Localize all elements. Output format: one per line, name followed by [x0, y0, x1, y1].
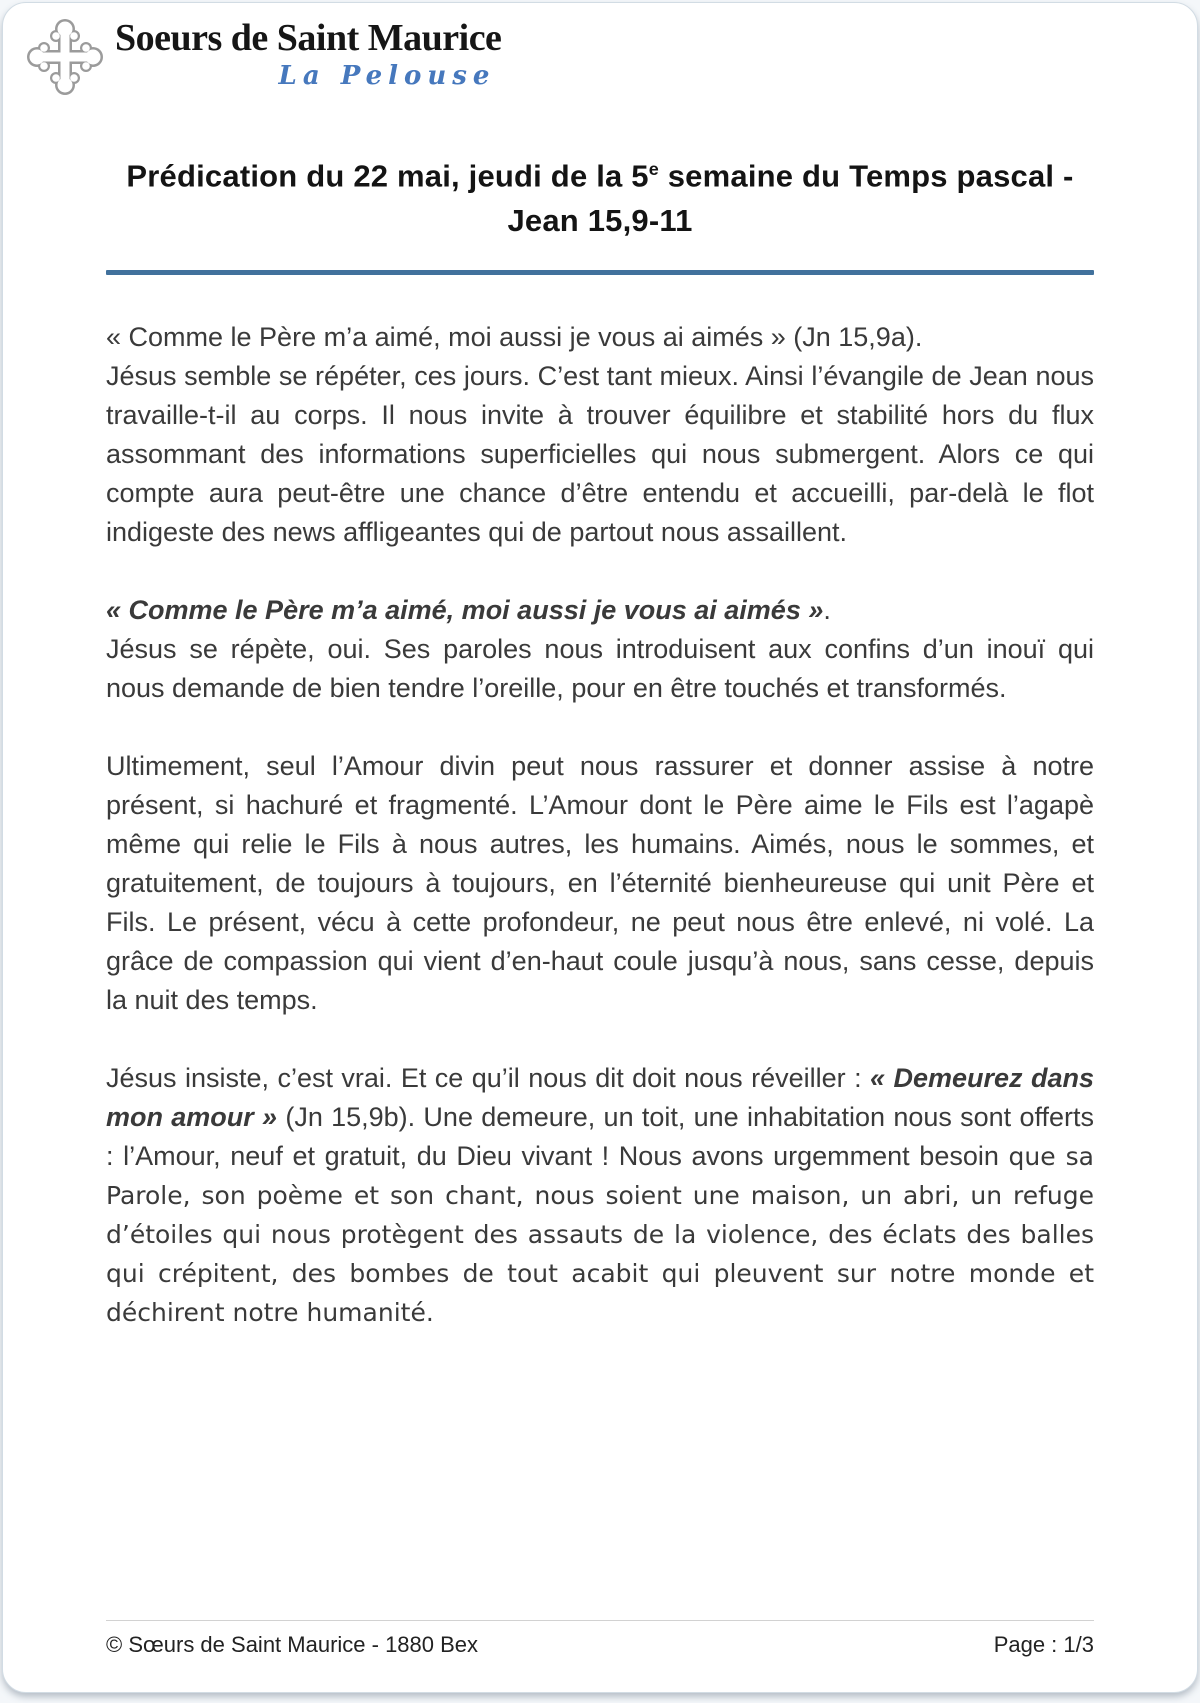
- paragraph-3: [106, 747, 1094, 1020]
- page-footer: [106, 1620, 1094, 1658]
- site-name: La Pelouse: [278, 61, 496, 91]
- document-body: [106, 318, 1094, 1332]
- emphasized-passage: que sa Parole, son poème et son chant, nous soient une maison, un abri, un refuge d’étoiles qui nous protègent des assauts de la violence, des éclats des balles qui crépitent, des bombes de tout acabit qui pleuvent sur notre monde et déchirent notre humanité.: [106, 1142, 1094, 1328]
- paragraph-4-continuation: (Jn 15,9b). Une demeure, un toit, une inhabitation nous sont offerts : l’Amour, neuf et gratuit, du Dieu vivant ! Nous avons urgemment besoin: [106, 1102, 1094, 1172]
- org-logo: [3, 3, 1197, 97]
- quote-period: .: [823, 595, 831, 626]
- title-text-1: Prédication du 22 mai, jeudi de la 5: [126, 158, 649, 194]
- copyright-text: © Sœurs de Saint Maurice - 1880 Bex: [106, 1632, 479, 1657]
- paragraph-2: [106, 591, 1094, 708]
- bold-italic-quote: « Comme le Père m’a aimé, moi aussi je vous ai aimés »: [106, 595, 824, 626]
- org-name: Soeurs de Saint Maurice: [115, 17, 502, 59]
- title-text-2: semaine du Temps pascal - Jean 15,9-11: [507, 158, 1074, 239]
- document-page: [2, 2, 1198, 1693]
- scripture-quote-line: « Comme le Père m’a aimé, moi aussi je vous ai aimés » (Jn 15,9a).: [106, 322, 923, 353]
- cross-logo-icon: [25, 17, 105, 97]
- paragraph-1-text: Jésus semble se répéter, ces jours. C’est tant mieux. Ainsi l’évangile de Jean nous travaille-t-il au corps. Il nous invite à trouver équilibre et stabilité hors du flux assommant des informations superficielles qui nous submergent. Alors ce qui compte aura peut-être une chance d’être entendu et accueilli, par-delà le flot indigeste des news affligeantes qui de partout nous assaillent.: [106, 361, 1094, 548]
- paragraph-2-text: Jésus se répète, oui. Ses paroles nous introduisent aux confins d’un inouï qui nous demande de bien tendre l’oreille, pour en être touchés et transformés.: [106, 634, 1094, 704]
- page-title: [106, 147, 1094, 243]
- paragraph-3-text: Ultimement, seul l’Amour divin peut nous rassurer et donner assise à notre présent, si hachuré et fragmenté. L’Amour dont le Père aime le Fils est l’agapè même qui relie le Fils à nous autres, les humains. Aimés, nous le sommes, et gratuitement, de toujours à toujours, en l’éternité bienheureuse qui unit Père et Fils. Le présent, vécu à cette profondeur, ne peut nous être enlevé, ni volé. La grâce de compassion qui vient d’en-haut coule jusqu’à nous, sans cesse, depuis la nuit des temps.: [106, 751, 1094, 1016]
- bold-italic-quote: « Demeurez dans mon amour »: [106, 1063, 1094, 1133]
- paragraph-4-intro: Jésus insiste, c’est vrai. Et ce qu’il nous dit doit nous réveiller :: [106, 1063, 871, 1094]
- title-divider: [106, 270, 1094, 275]
- document-header: [3, 3, 1197, 97]
- page-number: Page : 1/3: [993, 1632, 1094, 1657]
- title-superscript: e: [648, 159, 659, 179]
- paragraph-1: [106, 318, 1094, 552]
- paragraph-4: [106, 1059, 1094, 1332]
- scripture-quote-line-bold: [106, 591, 1094, 630]
- logo-text-block: [115, 17, 501, 91]
